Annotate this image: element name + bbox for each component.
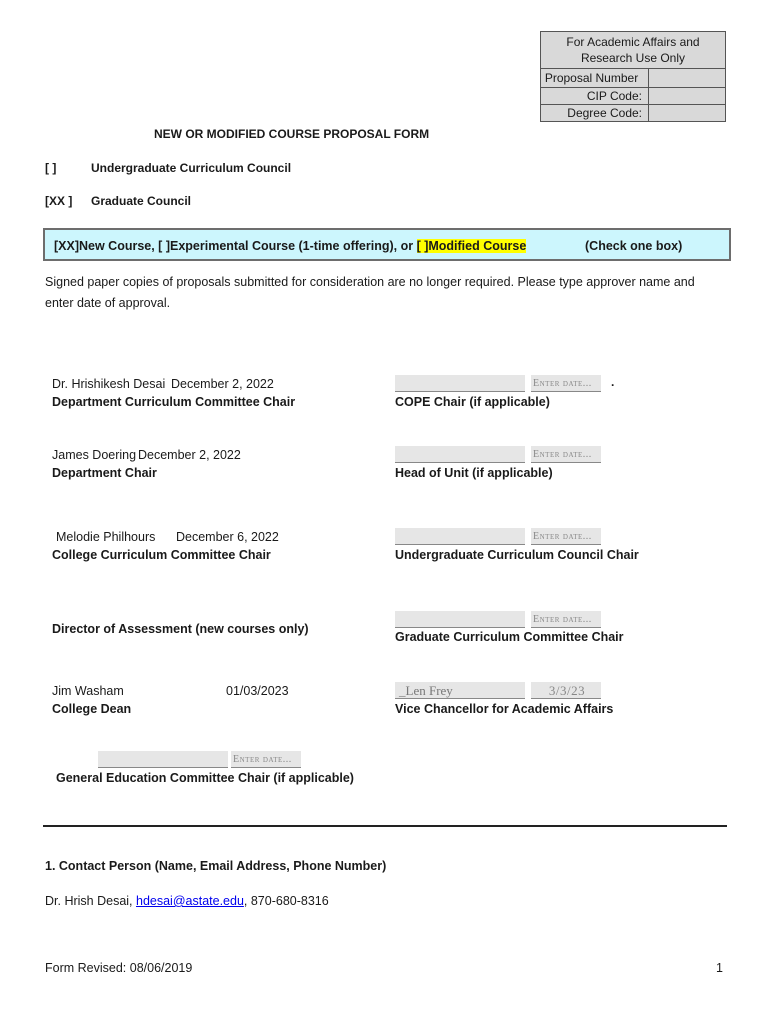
date-field[interactable]: Enter date... <box>231 751 301 768</box>
approval-date[interactable]: December 2, 2022 <box>171 377 274 391</box>
approver-role: COPE Chair (if applicable) <box>395 395 550 409</box>
approver-name[interactable]: Melodie Philhours <box>56 530 156 544</box>
approver-role: Undergraduate Curriculum Council Chair <box>395 548 639 562</box>
approver-role: Graduate Curriculum Committee Chair <box>395 630 624 644</box>
approver-role: Head of Unit (if applicable) <box>395 466 553 480</box>
gc-checkbox[interactable]: [XX ] <box>45 194 73 208</box>
proposal-number-label: Proposal Number <box>541 69 649 87</box>
use-box-row-cip <box>541 88 725 105</box>
degree-code-value[interactable] <box>649 105 725 121</box>
contact-value <box>45 894 329 908</box>
date-field[interactable]: Enter date... <box>531 528 601 545</box>
approver-role: College Dean <box>52 702 132 716</box>
approver-role: Department Curriculum Committee Chair <box>52 395 296 409</box>
contact-email-link[interactable]: hdesai@astate.edu <box>136 894 244 908</box>
proposal-number-value[interactable] <box>649 69 725 87</box>
cip-code-label: CIP Code: <box>541 88 649 104</box>
approver-role: Director of Assessment (new courses only) <box>52 622 309 636</box>
course-type-box <box>43 228 731 261</box>
course-type-text: [XX]New Course, [ ]Experimental Course (1-time offering), or <box>54 239 417 253</box>
ucc-label: Undergraduate Curriculum Council <box>91 161 292 175</box>
signature-field[interactable] <box>395 446 525 463</box>
contact-phone: , 870-680-8316 <box>243 894 329 908</box>
approver-name[interactable]: James Doering <box>52 448 137 462</box>
date-field[interactable]: Enter date... <box>531 375 601 392</box>
approval-instructions: Signed paper copies of proposals submitted for consideration are no longer required. Please type approver name and enter date of approval. <box>45 275 695 310</box>
ucc-checkbox[interactable]: [ ] <box>45 161 57 175</box>
academic-affairs-use-box <box>540 31 726 122</box>
approval-date[interactable]: December 6, 2022 <box>176 530 279 544</box>
date-field[interactable]: Enter date... <box>531 611 601 628</box>
course-type-options[interactable] <box>54 239 526 253</box>
approver-role: Department Chair <box>52 466 157 480</box>
signature-field[interactable] <box>395 611 525 628</box>
gc-label: Graduate Council <box>91 194 192 208</box>
approval-date[interactable]: 01/03/2023 <box>226 684 289 698</box>
signature-field[interactable] <box>395 528 525 545</box>
signature-field[interactable]: _Len Frey <box>395 682 525 699</box>
approver-role: Vice Chancellor for Academic Affairs <box>395 702 614 716</box>
contact-heading: 1. Contact Person (Name, Email Address, Phone Number) <box>45 859 387 873</box>
approver-name[interactable]: Dr. Hrishikesh Desai <box>52 377 166 391</box>
approver-name[interactable]: Jim Washam <box>52 684 124 698</box>
degree-code-label: Degree Code: <box>541 105 649 121</box>
use-box-row-proposal <box>541 69 725 88</box>
contact-name: Dr. Hrish Desai, <box>45 894 136 908</box>
page-number: 1 <box>716 961 723 975</box>
trailing-dot: . <box>611 375 615 389</box>
section-divider <box>43 825 727 827</box>
modified-course-option[interactable]: [ ]Modified Course <box>416 239 527 253</box>
cip-code-value[interactable] <box>649 88 725 104</box>
approver-role: College Curriculum Committee Chair <box>52 548 271 562</box>
use-box-row-degree <box>541 105 725 121</box>
check-one-box-note: (Check one box) <box>585 239 683 253</box>
form-title: NEW OR MODIFIED COURSE PROPOSAL FORM <box>154 127 430 141</box>
date-field[interactable]: Enter date... <box>531 446 601 463</box>
signature-field[interactable] <box>395 375 525 392</box>
form-revised: Form Revised: 08/06/2019 <box>45 961 193 975</box>
approval-date[interactable]: December 2, 2022 <box>138 448 241 462</box>
signature-field[interactable] <box>98 751 228 768</box>
use-box-header: For Academic Affairs and Research Use Only <box>541 32 725 69</box>
date-field[interactable]: 3/3/23 <box>531 682 601 699</box>
approver-role: General Education Committee Chair (if applicable) <box>56 771 354 785</box>
